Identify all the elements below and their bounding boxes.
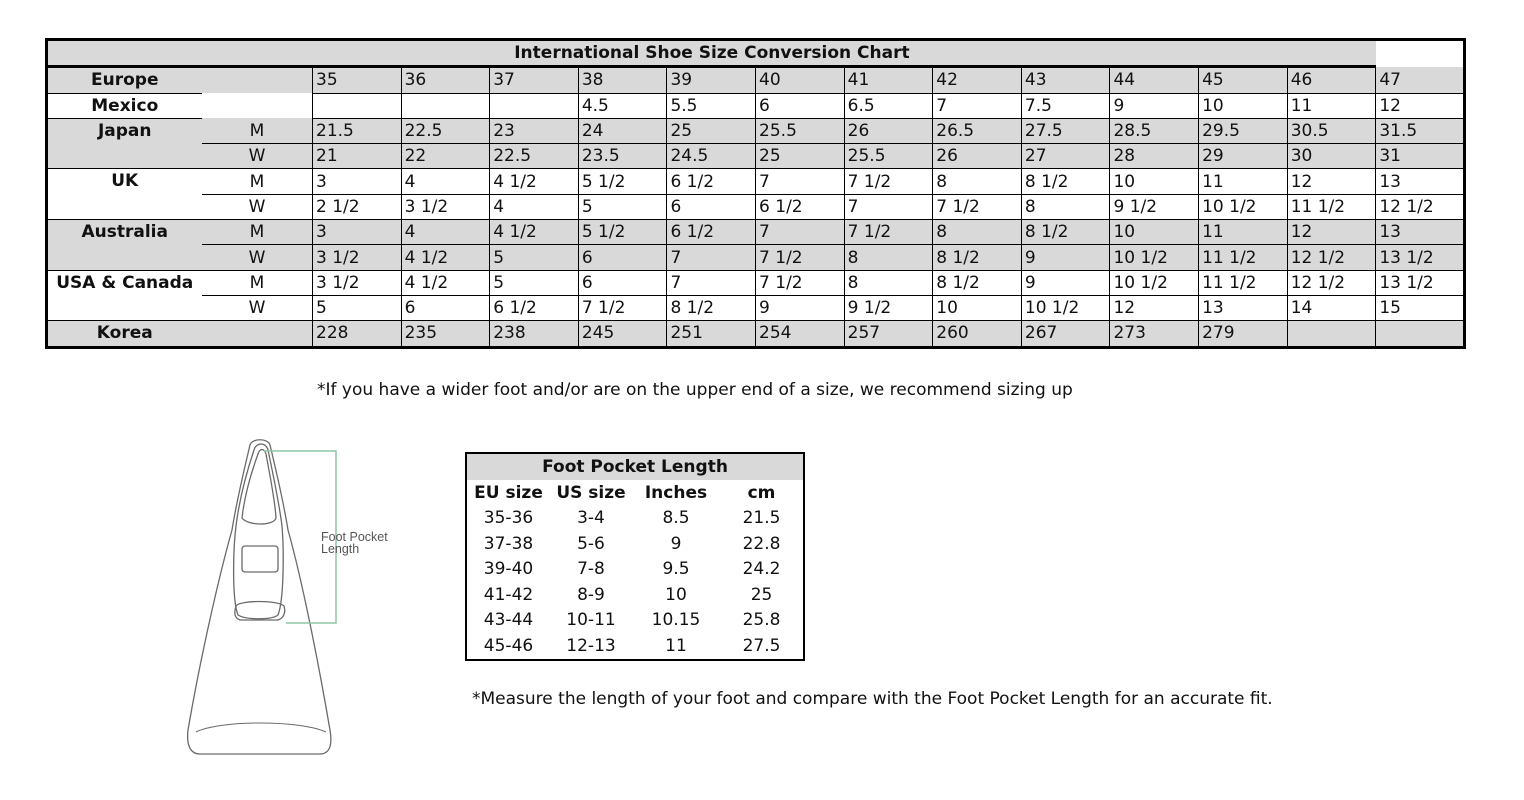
size-cell: 4 1/2 bbox=[401, 245, 490, 270]
size-cell: 25 bbox=[667, 118, 756, 143]
pocket-cell: 21.5 bbox=[742, 508, 781, 529]
size-cell: 23.5 bbox=[578, 144, 667, 169]
pocket-cell: 10-11 bbox=[566, 610, 616, 631]
pocket-cell: 25.8 bbox=[742, 610, 781, 631]
size-cell: 14 bbox=[1287, 295, 1376, 320]
country-name: USA & Canada bbox=[56, 272, 194, 293]
size-cell: 4 1/2 bbox=[401, 270, 490, 295]
size-cell: 5 bbox=[490, 245, 579, 270]
pocket-column-header: EU size bbox=[474, 482, 543, 503]
size-cell: 3 1/2 bbox=[313, 270, 402, 295]
pocket-header-row bbox=[466, 480, 804, 506]
pocket-cell: 27.5 bbox=[742, 635, 781, 656]
size-cell: 5 bbox=[313, 295, 402, 320]
table-row bbox=[47, 295, 1465, 320]
size-cell: 7 bbox=[667, 245, 756, 270]
size-cell: 8 bbox=[933, 220, 1022, 245]
size-cell: 10 bbox=[1110, 169, 1199, 194]
size-cell: 6 bbox=[756, 93, 845, 118]
size-cell: 12 1/2 bbox=[1287, 245, 1376, 270]
size-cell: 21.5 bbox=[313, 118, 402, 143]
pocket-cell: 11 bbox=[665, 635, 687, 656]
size-cell: 21 bbox=[313, 144, 402, 169]
size-cell: 3 bbox=[313, 220, 402, 245]
size-cell: 10 1/2 bbox=[1021, 295, 1110, 320]
size-cell: 27 bbox=[1021, 144, 1110, 169]
size-cell: 39 bbox=[667, 67, 756, 93]
size-cell: 8 1/2 bbox=[933, 245, 1022, 270]
size-cell: 235 bbox=[401, 321, 490, 347]
size-cell: 12 bbox=[1287, 220, 1376, 245]
gender-label bbox=[202, 93, 313, 118]
size-cell: 12 1/2 bbox=[1376, 194, 1465, 219]
table-row bbox=[47, 321, 1465, 347]
size-cell: 27.5 bbox=[1021, 118, 1110, 143]
size-cell: 251 bbox=[667, 321, 756, 347]
size-cell: 22.5 bbox=[401, 118, 490, 143]
gender-label: W bbox=[202, 245, 313, 270]
table-row bbox=[47, 220, 1465, 245]
table-row bbox=[47, 270, 1465, 295]
size-cell: 11 bbox=[1199, 169, 1288, 194]
pocket-cell: 22.8 bbox=[742, 533, 781, 554]
pocket-cell: 25 bbox=[750, 584, 773, 605]
country-label bbox=[47, 169, 202, 220]
gender-label: W bbox=[202, 194, 313, 219]
country-name: Australia bbox=[81, 222, 168, 243]
size-cell: 12 bbox=[1110, 295, 1199, 320]
size-cell: 7 bbox=[667, 270, 756, 295]
size-cell: 13 bbox=[1376, 220, 1465, 245]
size-cell: 6 bbox=[667, 194, 756, 219]
size-conversion-table bbox=[45, 38, 1466, 349]
size-cell: 4 bbox=[490, 194, 579, 219]
pocket-row bbox=[466, 531, 804, 557]
size-cell: 279 bbox=[1199, 321, 1288, 347]
size-cell bbox=[1376, 321, 1465, 347]
fin-illustration bbox=[180, 430, 420, 775]
pocket-cell: 9.5 bbox=[662, 559, 690, 580]
table-row bbox=[47, 93, 1465, 118]
size-cell: 6 1/2 bbox=[490, 295, 579, 320]
pocket-cell: 9 bbox=[670, 533, 682, 554]
size-cell: 2 1/2 bbox=[313, 194, 402, 219]
size-cell: 38 bbox=[578, 67, 667, 93]
size-cell: 4.5 bbox=[578, 93, 667, 118]
pocket-row bbox=[466, 633, 804, 660]
pocket-cell: 45-46 bbox=[483, 635, 534, 656]
size-cell: 257 bbox=[844, 321, 933, 347]
pocket-title-row bbox=[466, 453, 804, 480]
country-name: Korea bbox=[96, 323, 153, 344]
size-cell: 6 bbox=[401, 295, 490, 320]
size-cell: 6 1/2 bbox=[756, 194, 845, 219]
size-cell: 42 bbox=[933, 67, 1022, 93]
table-row bbox=[47, 118, 1465, 143]
size-cell: 5.5 bbox=[667, 93, 756, 118]
size-cell: 9 bbox=[1021, 270, 1110, 295]
size-cell: 8 bbox=[1021, 194, 1110, 219]
size-cell: 8 bbox=[844, 245, 933, 270]
pocket-cell: 3-4 bbox=[577, 508, 605, 529]
size-cell: 24 bbox=[578, 118, 667, 143]
size-cell: 10 bbox=[1199, 93, 1288, 118]
pocket-cell: 12-13 bbox=[566, 635, 616, 656]
size-cell: 12 bbox=[1376, 93, 1465, 118]
size-cell: 7 1/2 bbox=[933, 194, 1022, 219]
size-cell: 4 bbox=[401, 220, 490, 245]
size-cell: 12 bbox=[1287, 169, 1376, 194]
pocket-row bbox=[466, 557, 804, 583]
size-cell: 26 bbox=[844, 118, 933, 143]
size-cell: 12 1/2 bbox=[1287, 270, 1376, 295]
size-cell: 9 1/2 bbox=[844, 295, 933, 320]
size-cell: 26 bbox=[933, 144, 1022, 169]
pocket-row bbox=[466, 506, 804, 532]
fin-label: Foot Pocket Length bbox=[321, 530, 388, 556]
size-cell: 254 bbox=[756, 321, 845, 347]
size-cell: 5 bbox=[578, 194, 667, 219]
table-row bbox=[47, 144, 1465, 169]
size-cell: 10 1/2 bbox=[1199, 194, 1288, 219]
size-cell: 36 bbox=[401, 67, 490, 93]
size-cell: 238 bbox=[490, 321, 579, 347]
size-cell: 228 bbox=[313, 321, 402, 347]
size-cell: 4 1/2 bbox=[490, 169, 579, 194]
country-name: Japan bbox=[97, 120, 152, 141]
size-cell: 3 bbox=[313, 169, 402, 194]
size-cell: 13 1/2 bbox=[1376, 270, 1465, 295]
pocket-cell: 7-8 bbox=[577, 559, 605, 580]
country-name: UK bbox=[111, 171, 139, 192]
size-cell: 10 bbox=[933, 295, 1022, 320]
country-label bbox=[47, 67, 202, 93]
size-cell: 8 1/2 bbox=[667, 295, 756, 320]
size-cell: 10 1/2 bbox=[1110, 245, 1199, 270]
size-cell: 7 1/2 bbox=[844, 220, 933, 245]
size-cell: 24.5 bbox=[667, 144, 756, 169]
country-label bbox=[47, 270, 202, 321]
size-cell: 7 1/2 bbox=[578, 295, 667, 320]
size-cell: 22 bbox=[401, 144, 490, 169]
size-cell: 11 bbox=[1199, 220, 1288, 245]
country-label bbox=[47, 118, 202, 169]
pocket-column-header: Inches bbox=[644, 482, 708, 503]
country-label bbox=[47, 220, 202, 271]
size-cell: 10 1/2 bbox=[1110, 270, 1199, 295]
size-cell: 47 bbox=[1376, 67, 1465, 93]
size-cell bbox=[401, 93, 490, 118]
size-cell: 5 1/2 bbox=[578, 169, 667, 194]
size-cell: 4 1/2 bbox=[490, 220, 579, 245]
size-cell bbox=[490, 93, 579, 118]
table-row bbox=[47, 245, 1465, 270]
size-cell: 30.5 bbox=[1287, 118, 1376, 143]
size-cell: 7 bbox=[844, 194, 933, 219]
size-cell: 10 bbox=[1110, 220, 1199, 245]
country-name: Europe bbox=[91, 70, 159, 91]
size-cell: 15 bbox=[1376, 295, 1465, 320]
size-cell: 7 bbox=[933, 93, 1022, 118]
table-row bbox=[47, 67, 1465, 93]
gender-label bbox=[202, 321, 313, 347]
size-cell: 7 1/2 bbox=[756, 245, 845, 270]
size-cell: 8 bbox=[933, 169, 1022, 194]
size-cell: 11 1/2 bbox=[1199, 245, 1288, 270]
gender-label: M bbox=[202, 118, 313, 143]
size-cell: 46 bbox=[1287, 67, 1376, 93]
size-cell: 7 bbox=[756, 169, 845, 194]
size-cell: 44 bbox=[1110, 67, 1199, 93]
pocket-cell: 10.15 bbox=[651, 610, 701, 631]
size-cell: 7 1/2 bbox=[756, 270, 845, 295]
measure-note: *Measure the length of your foot and compare with the Foot Pocket Length for an accurate fit. bbox=[472, 689, 1273, 709]
size-cell: 29 bbox=[1199, 144, 1288, 169]
size-cell: 3 1/2 bbox=[401, 194, 490, 219]
size-cell: 6.5 bbox=[844, 93, 933, 118]
gender-label: W bbox=[202, 295, 313, 320]
pocket-row bbox=[466, 582, 804, 608]
size-cell: 30 bbox=[1287, 144, 1376, 169]
size-cell: 8 1/2 bbox=[1021, 220, 1110, 245]
size-cell: 29.5 bbox=[1199, 118, 1288, 143]
size-cell: 6 bbox=[578, 245, 667, 270]
size-cell: 23 bbox=[490, 118, 579, 143]
country-label bbox=[47, 321, 202, 347]
size-cell: 5 1/2 bbox=[578, 220, 667, 245]
size-cell: 6 1/2 bbox=[667, 169, 756, 194]
pocket-cell: 8-9 bbox=[577, 584, 605, 605]
size-cell: 9 bbox=[1110, 93, 1199, 118]
size-cell: 5 bbox=[490, 270, 579, 295]
size-cell: 7 bbox=[756, 220, 845, 245]
size-cell: 13 bbox=[1199, 295, 1288, 320]
gender-label: W bbox=[202, 144, 313, 169]
size-cell: 28.5 bbox=[1110, 118, 1199, 143]
size-cell: 9 bbox=[1021, 245, 1110, 270]
size-cell: 6 1/2 bbox=[667, 220, 756, 245]
pocket-cell: 35-36 bbox=[483, 508, 534, 529]
size-cell: 25 bbox=[756, 144, 845, 169]
gender-label: M bbox=[202, 270, 313, 295]
size-cell: 8 1/2 bbox=[1021, 169, 1110, 194]
table-title: International Shoe Size Conversion Chart bbox=[47, 40, 1376, 67]
size-cell: 25.5 bbox=[756, 118, 845, 143]
size-cell bbox=[1287, 321, 1376, 347]
size-cell: 11 1/2 bbox=[1199, 270, 1288, 295]
table-row bbox=[47, 169, 1465, 194]
size-cell: 26.5 bbox=[933, 118, 1022, 143]
size-cell: 6 bbox=[578, 270, 667, 295]
size-cell: 28 bbox=[1110, 144, 1199, 169]
table-title-row bbox=[47, 40, 1465, 67]
pocket-cell: 5-6 bbox=[577, 533, 605, 554]
pocket-row bbox=[466, 608, 804, 634]
size-cell: 8 bbox=[844, 270, 933, 295]
size-cell: 7 1/2 bbox=[844, 169, 933, 194]
pocket-cell: 8.5 bbox=[662, 508, 690, 529]
pocket-cell: 43-44 bbox=[483, 610, 534, 631]
fin-outline bbox=[188, 440, 331, 754]
pocket-column-header: US size bbox=[556, 482, 626, 503]
country-label bbox=[47, 93, 202, 118]
pocket-column-header: cm bbox=[747, 482, 776, 503]
size-cell: 7.5 bbox=[1021, 93, 1110, 118]
size-cell: 13 1/2 bbox=[1376, 245, 1465, 270]
size-cell: 11 bbox=[1287, 93, 1376, 118]
country-name: Mexico bbox=[91, 95, 159, 116]
size-cell: 11 1/2 bbox=[1287, 194, 1376, 219]
size-cell: 9 1/2 bbox=[1110, 194, 1199, 219]
size-cell: 25.5 bbox=[844, 144, 933, 169]
size-cell: 37 bbox=[490, 67, 579, 93]
pocket-cell: 39-40 bbox=[483, 559, 534, 580]
size-cell: 245 bbox=[578, 321, 667, 347]
size-cell: 31.5 bbox=[1376, 118, 1465, 143]
gender-label: M bbox=[202, 220, 313, 245]
size-cell: 267 bbox=[1021, 321, 1110, 347]
sizing-note: *If you have a wider foot and/or are on the upper end of a size, we recommend sizing up bbox=[317, 380, 1073, 400]
size-cell: 40 bbox=[756, 67, 845, 93]
table-row bbox=[47, 194, 1465, 219]
size-cell: 4 bbox=[401, 169, 490, 194]
size-cell: 45 bbox=[1199, 67, 1288, 93]
size-cell: 13 bbox=[1376, 169, 1465, 194]
pocket-cell: 41-42 bbox=[483, 584, 534, 605]
size-cell: 260 bbox=[933, 321, 1022, 347]
size-cell: 8 1/2 bbox=[933, 270, 1022, 295]
size-cell: 22.5 bbox=[490, 144, 579, 169]
size-cell: 43 bbox=[1021, 67, 1110, 93]
size-cell bbox=[313, 93, 402, 118]
size-cell: 31 bbox=[1376, 144, 1465, 169]
pocket-title: Foot Pocket Length bbox=[466, 453, 804, 480]
pocket-cell: 37-38 bbox=[483, 533, 534, 554]
size-cell: 273 bbox=[1110, 321, 1199, 347]
foot-pocket-table bbox=[465, 452, 805, 661]
gender-label bbox=[202, 67, 313, 93]
gender-label: M bbox=[202, 169, 313, 194]
size-cell: 3 1/2 bbox=[313, 245, 402, 270]
size-cell: 41 bbox=[844, 67, 933, 93]
pocket-cell: 10 bbox=[665, 584, 687, 605]
size-cell: 9 bbox=[756, 295, 845, 320]
pocket-cell: 24.2 bbox=[742, 559, 781, 580]
size-cell: 35 bbox=[313, 67, 402, 93]
